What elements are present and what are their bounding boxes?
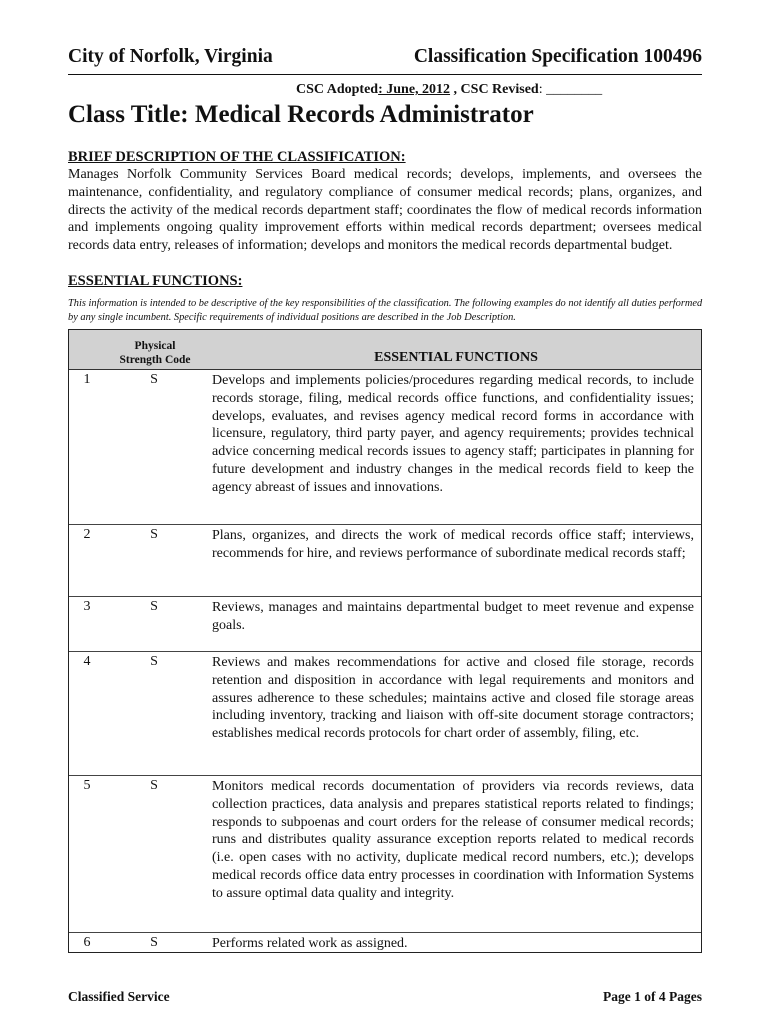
table-row xyxy=(69,369,701,525)
row-number: 2 xyxy=(83,527,91,542)
essential-functions-table xyxy=(68,329,702,953)
table-row xyxy=(69,775,701,933)
table-row xyxy=(69,932,701,952)
header-divider xyxy=(68,74,702,75)
classification-spec-number: Classification Specification 100496 xyxy=(413,46,702,67)
csc-revised-value: : ________ xyxy=(538,82,603,97)
physical-strength-code-header: Physical Strength Code xyxy=(119,340,191,366)
function-description: Performs related work as assigned. xyxy=(212,936,408,951)
strength-code: S xyxy=(150,599,158,614)
row-number: 6 xyxy=(83,935,91,950)
csc-adopted-value: : June, 2012 xyxy=(378,82,451,97)
csc-dates-line xyxy=(296,82,602,98)
row-number: 3 xyxy=(83,599,91,614)
strength-code: S xyxy=(150,372,158,387)
page-header xyxy=(68,46,702,68)
strength-code: S xyxy=(150,935,158,950)
essential-functions-column-header: ESSENTIAL FUNCTIONS xyxy=(374,350,538,365)
function-description: Reviews and makes recommendations for active and closed file storage, records retention and disposition in accordance with legal requirements and monitors and assures adherence to these schedules; maintains active and closed file storage areas including inventory, tracking and liaison with off-site document storage contractors; establishes medical records protocols for chart order of assembly, filing, etc. xyxy=(212,655,694,742)
brief-description-text: Manages Norfolk Community Services Board medical records; develops, implements, and oversees the maintenance, confidentiality, and regulatory compliance of consumer medical records; plans, organizes, and directs the activity of the medical records department staff; coordinates the flow of medical records information and implements ongoing quality improvement efforts within medical records department; oversees medical records data entry, releases of information; develops and monitors the medical records departmental budget. xyxy=(68,167,702,254)
strength-code: S xyxy=(150,778,158,793)
table-row xyxy=(69,524,701,597)
csc-separator: , xyxy=(450,82,461,97)
organization-name: City of Norfolk, Virginia xyxy=(68,46,273,67)
table-row xyxy=(69,596,701,652)
class-title: Class Title: Medical Records Administrator xyxy=(68,101,534,128)
brief-description-heading: BRIEF DESCRIPTION OF THE CLASSIFICATION: xyxy=(68,149,406,165)
strength-code: S xyxy=(150,654,158,669)
strength-code: S xyxy=(150,527,158,542)
function-description: Plans, organizes, and directs the work of medical records office staff; interviews, recommends for hire, and reviews performance of subordinate medical records staff; xyxy=(212,528,694,561)
function-description: Monitors medical records documentation of providers via records reviews, data collection practices, data analysis and prepares statistical reports related to findings; responds to subpoenas and court orders for the release of consumer medical records; runs and distributes quality assurance exception reports related to medical records (i.e. open cases with no activity, duplicate medical record numbers, etc.); develops medical records office data entry processes in coordination with Information Systems to assure optimal data quality and integrity. xyxy=(212,779,694,901)
row-number: 4 xyxy=(83,654,91,669)
table-header xyxy=(69,330,701,370)
footer-service-label: Classified Service xyxy=(68,989,170,1004)
function-description: Develops and implements policies/procedures regarding medical records, to include records storage, filing, medical records office functions, and confidentiality issues; develops, evaluates, and revises agency medical record forms in accordance with licensure, regulatory, third party payer, and agency requirements; provides technical advice concerning medical records issues to agency staff; participates in planning for future development and industry changes in the medical records field to keep the agency abreast of issues and innovations. xyxy=(212,373,694,495)
csc-revised-label: CSC Revised xyxy=(460,82,539,97)
row-number: 1 xyxy=(83,372,91,387)
row-number: 5 xyxy=(83,778,91,793)
function-description: Reviews, manages and maintains departmental budget to meet revenue and expense goals. xyxy=(212,600,694,633)
footer-page-number: Page 1 of 4 Pages xyxy=(603,989,702,1004)
table-row xyxy=(69,651,701,776)
essential-functions-heading: ESSENTIAL FUNCTIONS: xyxy=(68,273,243,289)
essential-functions-note: This information is intended to be descriptive of the key responsibilities of the classification. The following examples do not identify all duties performed by any single incumbent. Specific requirements of individual positions are described in the Job Description. xyxy=(68,298,703,323)
csc-adopted-label: CSC Adopted xyxy=(296,82,379,97)
